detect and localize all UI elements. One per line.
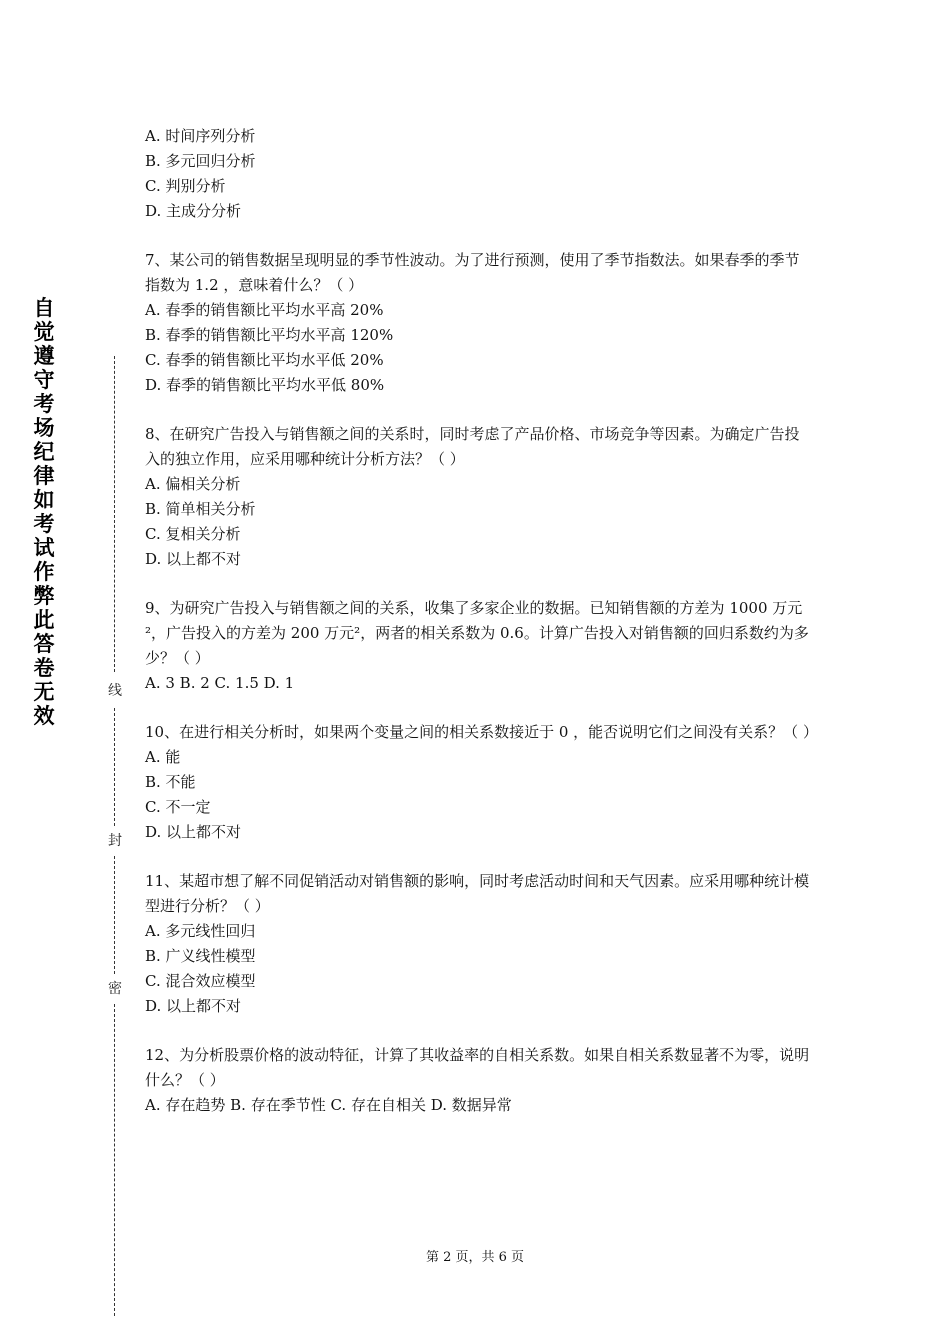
answer-option: A. 能 [145,748,181,766]
question-block [145,869,813,1019]
question-block [145,124,813,224]
answer-option: A. 3 B. 2 C. 1.5 D. 1 [145,674,295,692]
question-stem: 9、为研究广告投入与销售额之间的关系，收集了多家企业的数据。已知销售额的方差为 1000 万元²，广告投入的方差为 200 万元²，两者的相关系数为 0.6。计算广告投入对销售额的回归系数约为多少？（ ） [145,599,809,667]
question-block [145,596,813,696]
question-block [145,1043,813,1118]
answer-option: C. 不一定 [145,798,211,816]
question-stem: 11、某超市想了解不同促销活动对销售额的影响，同时考虑活动时间和天气因素。应采用哪种统计模型进行分析？（ ） [145,872,810,915]
binding-line-bottom [114,1004,115,1316]
binding-line-lower [114,856,115,974]
answer-option: B. 多元回归分析 [145,152,256,170]
answer-option: A. 时间序列分析 [145,127,256,145]
answer-option: D. 主成分分析 [145,202,242,220]
answer-option: D. 春季的销售额比平均水平低 80% [145,376,385,394]
binding-label-feng: 封 [104,830,126,850]
question-stem: 8、在研究广告投入与销售额之间的关系时，同时考虑了产品价格、市场竞争等因素。为确定广告投入的独立作用，应采用哪种统计分析方法？（ ） [145,425,800,468]
page-number: 第 2 页，共 6 页 [425,1250,525,1265]
answer-option: A. 春季的销售额比平均水平高 20% [145,301,384,319]
question-stem: 10、在进行相关分析时，如果两个变量之间的相关系数接近于 0 ，能否说明它们之间没有关系？（ ） [145,723,818,741]
binding-label-xian: 线 [104,680,126,700]
answer-option: A. 偏相关分析 [145,475,241,493]
answer-option: A. 多元线性回归 [145,922,256,940]
answer-option: C. 判别分析 [145,177,226,195]
answer-option: C. 复相关分析 [145,525,241,543]
answer-option: C. 春季的销售额比平均水平低 20% [145,351,384,369]
answer-option: D. 以上都不对 [145,997,242,1015]
answer-option: D. 以上都不对 [145,823,242,841]
answer-option: B. 春季的销售额比平均水平高 120% [145,326,394,344]
question-block [145,422,813,572]
answer-option: B. 广义线性模型 [145,947,256,965]
question-block [145,248,813,398]
answer-option: B. 不能 [145,773,196,791]
answer-option: B. 简单相关分析 [145,500,256,518]
binding-line-mid [114,708,115,826]
question-stem: 7、某公司的销售数据呈现明显的季节性波动。为了进行预测，使用了季节指数法。如果春季的季节指数为 1.2 ，意味着什么？（ ） [145,251,800,294]
binding-line-top [114,356,115,672]
question-stem: 12、为分析股票价格的波动特征，计算了其收益率的自相关系数。如果自相关系数显著不为零，说明什么？（ ） [145,1046,810,1089]
question-list [145,124,818,1142]
answer-option: C. 混合效应模型 [145,972,256,990]
answer-option: D. 以上都不对 [145,550,242,568]
binding-label-mi: 密 [104,978,126,998]
answer-option: A. 存在趋势 B. 存在季节性 C. 存在自相关 D. 数据异常 [145,1096,512,1114]
question-block [145,720,818,845]
margin-slogan: 自觉遵守考场纪律如考试作弊此答卷无效 [33,296,55,728]
